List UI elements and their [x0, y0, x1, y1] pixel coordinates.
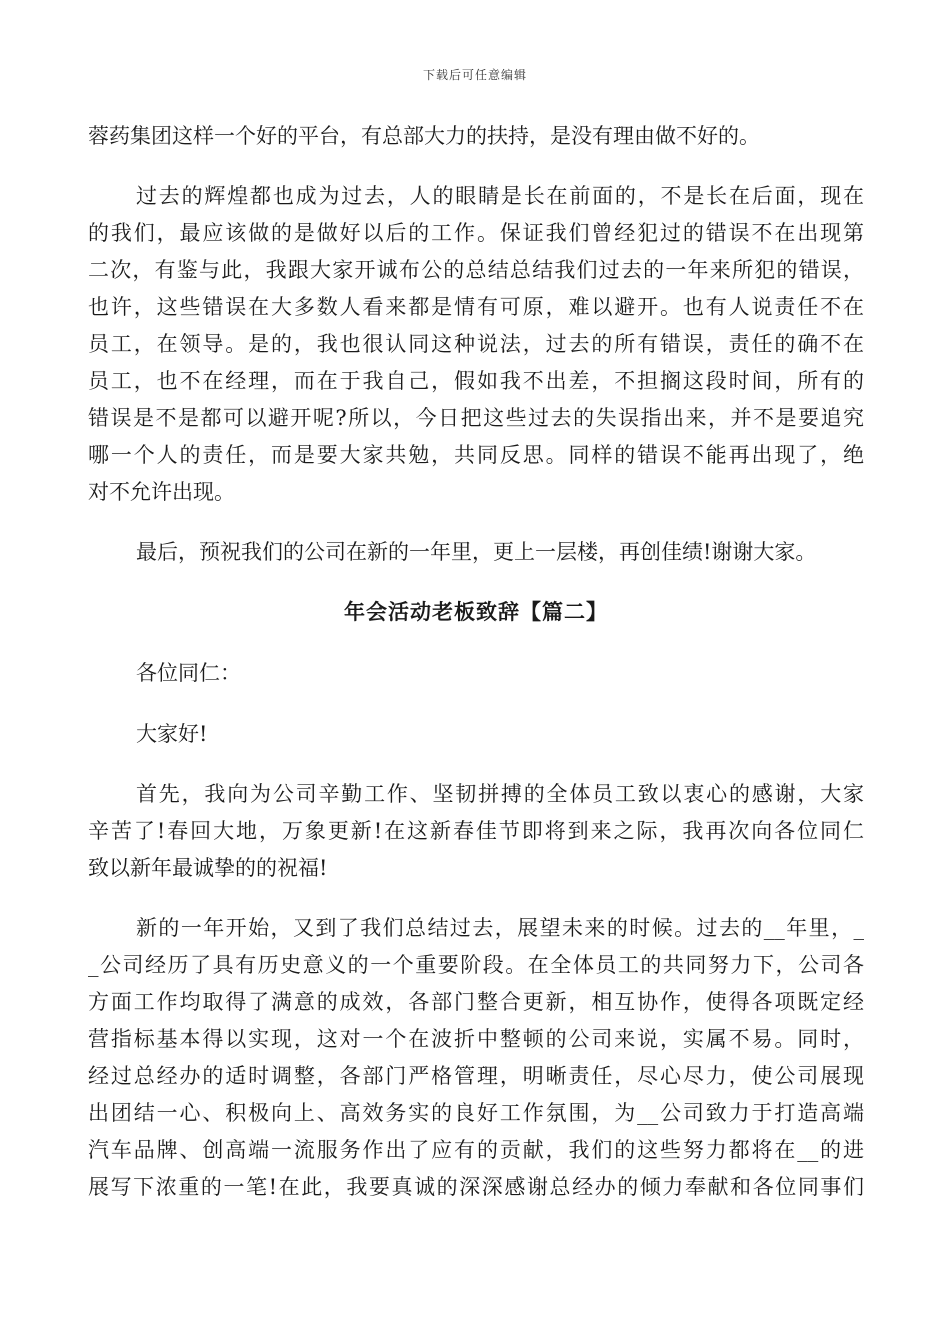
text-line: 蓉药集团这样一个好的平台，有总部大力的扶持，是没有理由做不好的。: [88, 124, 760, 148]
greeting: 大家好!: [136, 722, 208, 746]
text-line: 新的一年开始，又到了我们总结过去，展望未来的时候。过去的__年里，_: [136, 916, 864, 940]
text-line: 致以新年最诚挚的的祝福!: [88, 856, 328, 880]
text-line: 二次，有鉴与此，我跟大家开诚布公的总结总结我们过去的一年来所犯的错误，: [88, 258, 864, 282]
text-line: 方面工作均取得了满意的成效，各部门整合更新，相互协作，使得各项既定经: [88, 990, 864, 1014]
paragraph-intro-tail: [88, 118, 864, 155]
text-line: 汽车品牌、创高端一流服务作出了应有的贡献，我们的这些努力都将在__的进: [88, 1138, 864, 1162]
paragraph-final: [88, 534, 864, 571]
text-line: 错误是不是都可以避开呢?所以，今日把这些过去的失误指出来，并不是要追究: [88, 406, 864, 430]
text-line: 员工，也不在经理，而在于我自己，假如我不出差，不担搁这段时间，所有的: [88, 369, 864, 393]
text-line: 对不允许出现。: [88, 480, 235, 504]
text-line: 辛苦了!春回大地，万象更新!在这新春佳节即将到来之际，我再次向各位同仁: [88, 819, 864, 843]
text-line: 出团结一心、积极向上、高效务实的良好工作氛围，为__公司致力于打造高端: [88, 1101, 864, 1125]
text-line: 的我们，最应该做的是做好以后的工作。保证我们曾经犯过的错误不在出现第: [88, 221, 864, 245]
header-note: 下载后可任意编辑: [422, 68, 527, 82]
text-line: 过去的辉煌都也成为过去，人的眼睛是长在前面的，不是长在后面，现在: [136, 184, 864, 208]
text-line: _公司经历了具有历史意义的一个重要阶段。在全体员工的共同努力下，公司各: [88, 953, 864, 977]
text-line: 哪一个人的责任，而是要大家共勉，共同反思。同样的错误不能再出现了，绝: [88, 443, 864, 467]
document-body: [88, 118, 864, 1206]
text-line: 展写下浓重的一笔!在此，我要真诚的深深感谢总经办的倾力奉献和各位同事们: [88, 1175, 864, 1199]
paragraph-thanks: [88, 776, 864, 887]
paragraph-past: [88, 178, 864, 511]
salutation: 各位同仁：: [136, 661, 241, 685]
text-line: 经过总经办的适时调整，各部门严格管理，明晰责任，尽心尽力，使公司展现: [88, 1064, 864, 1088]
section-heading: 年会活动老板致辞【篇二】: [344, 600, 608, 624]
paragraph-new-year: [88, 910, 864, 1206]
text-line: 营指标基本得以实现，这对一个在波折中整顿的公司来说，实属不易。同时，: [88, 1027, 864, 1051]
text-line: 员工，在领导。是的，我也很认同这种说法，过去的所有错误，责任的确不在: [88, 332, 864, 356]
text-line: 首先，我向为公司辛勤工作、坚韧拼搏的全体员工致以衷心的感谢，大家: [136, 782, 864, 806]
text-line: 最后，预祝我们的公司在新的一年里，更上一层楼，再创佳绩!谢谢大家。: [136, 540, 817, 564]
text-line: 也许，这些错误在大多数人看来都是情有可原，难以避开。也有人说责任不在: [88, 295, 864, 319]
